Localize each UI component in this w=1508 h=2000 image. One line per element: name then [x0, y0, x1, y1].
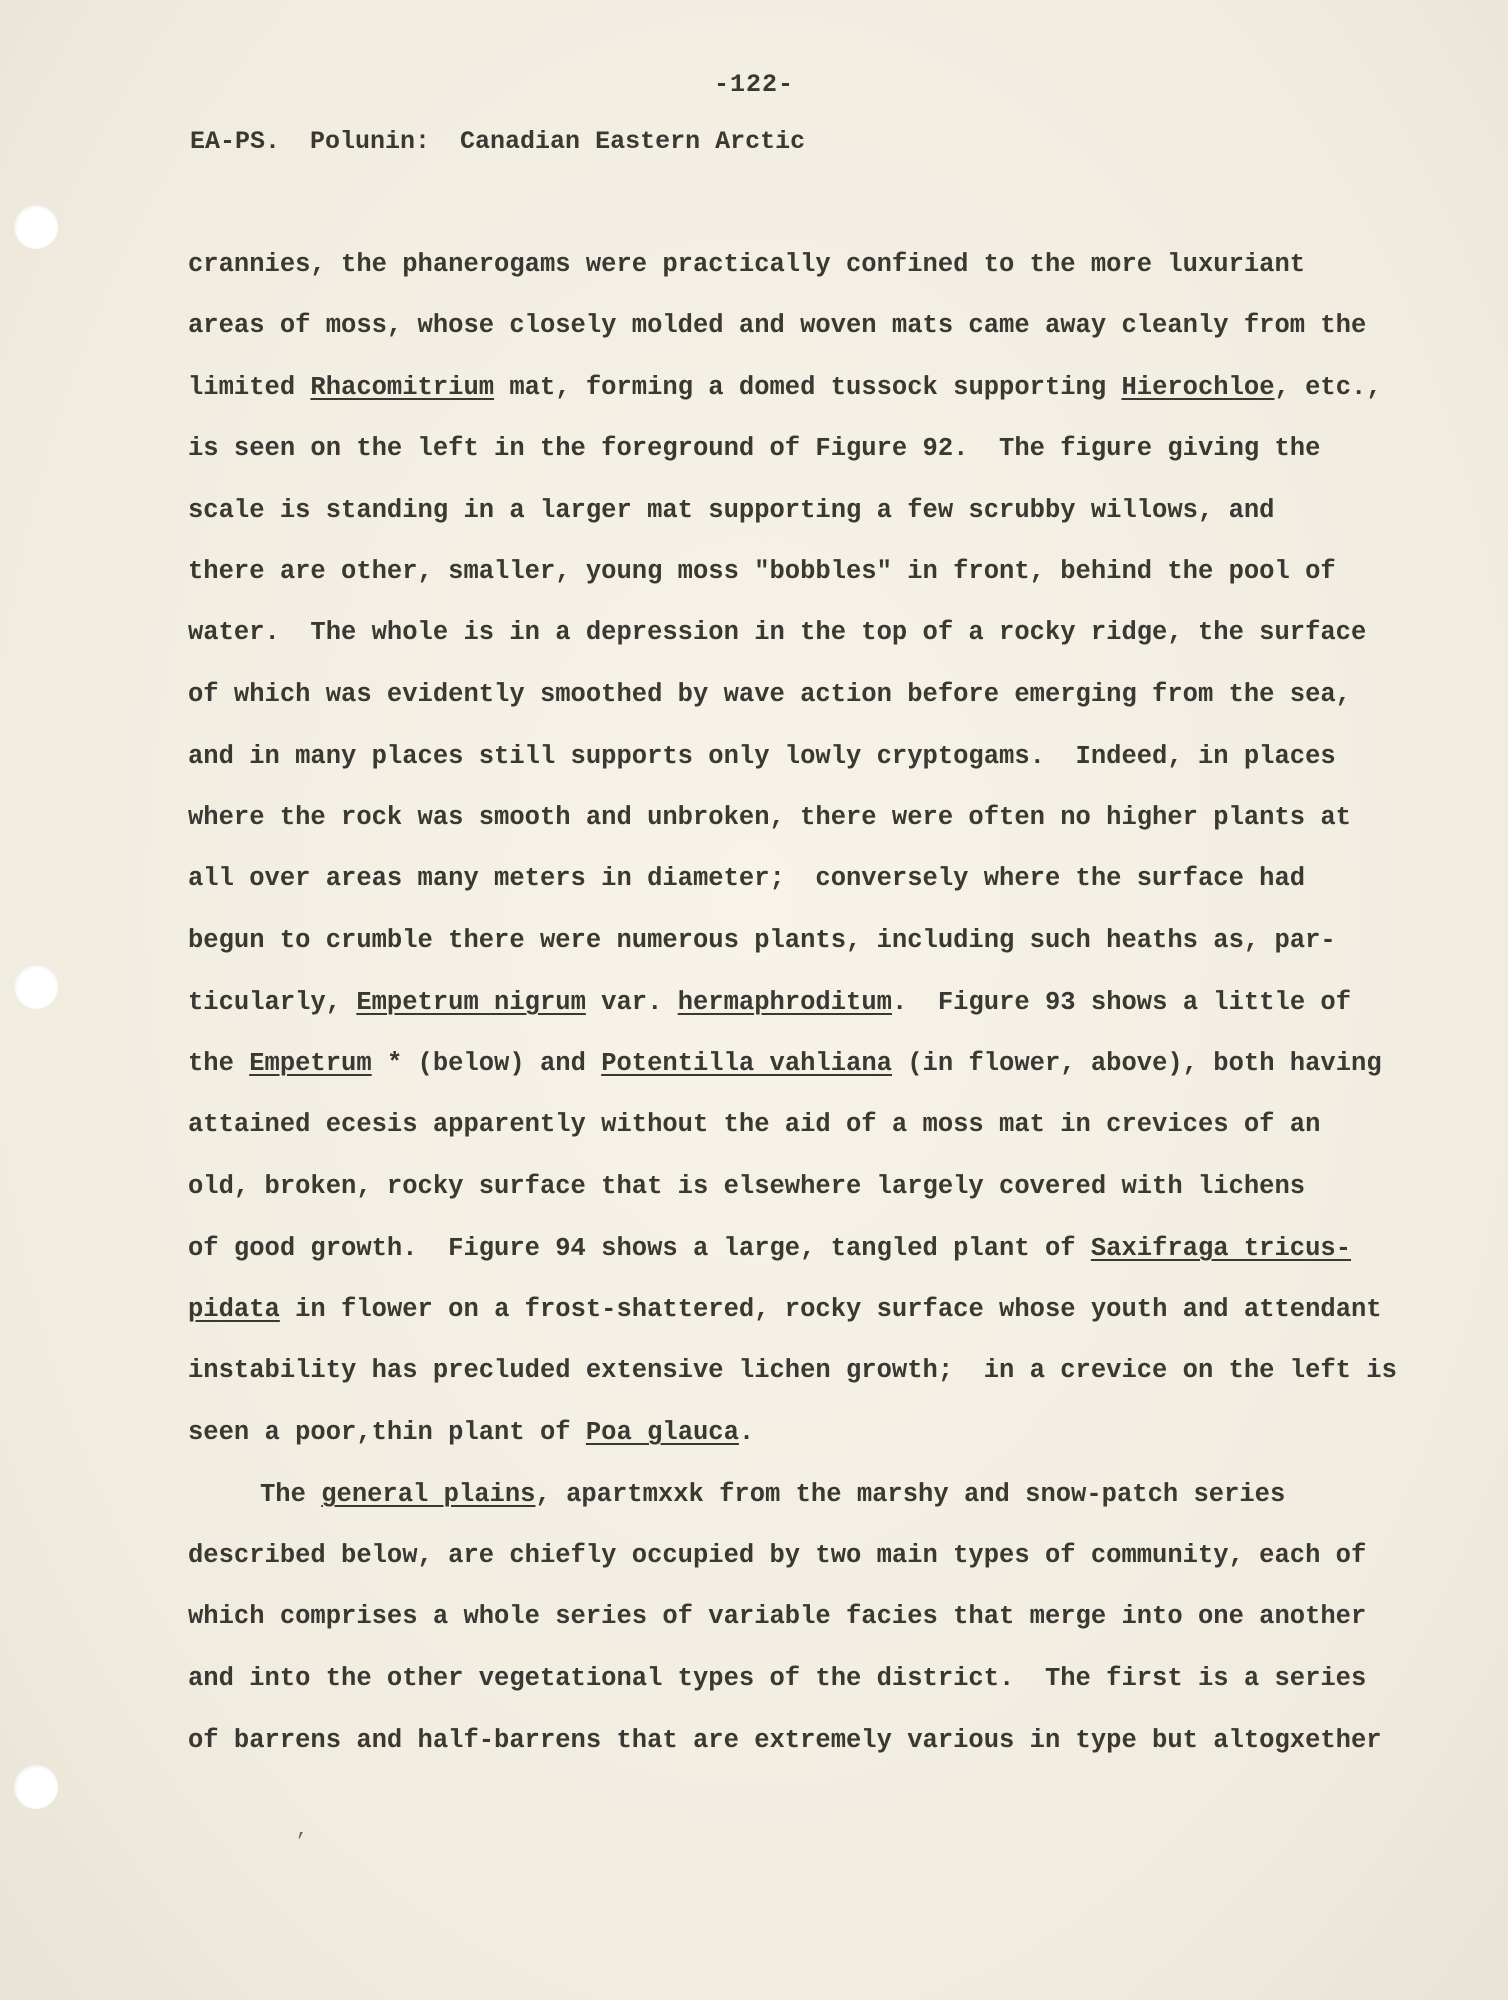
text-line: attained ecesis apparently without the aid of a moss mat in crevices of an: [188, 1110, 1321, 1139]
text-line: there are other, smaller, young moss "bobbles" in front, behind the pool of: [188, 557, 1336, 586]
page-number: -122-: [713, 70, 794, 99]
text-line: areas of moss, whose closely molded and woven mats came away cleanly from the: [188, 311, 1367, 340]
text-line: seen a poor,thin plant of Poa glauca.: [188, 1418, 755, 1447]
text-line: described below, are chiefly occupied by two main types of community, each of: [188, 1541, 1367, 1570]
text-line: scale is standing in a larger mat supporting a few scrubby willows, and: [188, 496, 1275, 525]
underlined-term: Poa glauca: [585, 1418, 739, 1447]
text-line: limited Rhacomitrium mat, forming a domed tussock supporting Hierochloe, etc.,: [188, 373, 1382, 402]
text-line: old, broken, rocky surface that is elsewhere largely covered with lichens: [188, 1172, 1306, 1201]
running-header: EA-PS. Polunin: Canadian Eastern Arctic: [190, 127, 806, 156]
text-line: all over areas many meters in diameter; conversely where the surface had: [188, 864, 1306, 893]
text-line: crannies, the phanerogams were practically confined to the more luxuriant: [188, 250, 1306, 279]
text-line: water. The whole is in a depression in the top of a rocky ridge, the surface: [188, 618, 1367, 647]
text-line: and into the other vegetational types of the district. The first is a series: [188, 1664, 1367, 1693]
punch-hole: [14, 965, 58, 1009]
text-line: instability has precluded extensive lichen growth; in a crevice on the left is: [188, 1356, 1397, 1385]
stray-mark: ,: [296, 1819, 309, 1842]
text-line: is seen on the left in the foreground of Figure 92. The figure giving the: [188, 434, 1321, 463]
text-line: begun to crumble there were numerous plants, including such heaths as, par-: [188, 926, 1336, 955]
text-line: of good growth. Figure 94 shows a large, tangled plant of Saxifraga tricus-: [188, 1234, 1352, 1263]
punch-hole: [14, 1765, 58, 1809]
underlined-term: general plains: [321, 1480, 536, 1509]
text-line: ticularly, Empetrum nigrum var. hermaphroditum. Figure 93 shows a little of: [188, 988, 1352, 1017]
text-line: of barrens and half-barrens that are extremely various in type but altogxether: [188, 1726, 1382, 1755]
underlined-term: Empetrum nigrum: [356, 988, 586, 1017]
text-line: the Empetrum * (below) and Potentilla vahliana (in flower, above), both having: [188, 1049, 1382, 1078]
text-line: of which was evidently smoothed by wave action before emerging from the sea,: [188, 680, 1351, 709]
underlined-term: Potentilla vahliana: [601, 1049, 892, 1078]
text-line: which comprises a whole series of variable facies that merge into one another: [188, 1602, 1367, 1631]
underlined-term: Empetrum: [249, 1049, 372, 1078]
underlined-term: Hierochloe: [1121, 373, 1275, 402]
text-line: The general plains, apartmxxk from the marshy and snow-patch series: [260, 1480, 1286, 1509]
text-line: where the rock was smooth and unbroken, there were often no higher plants at: [188, 803, 1351, 832]
text-line: pidata in flower on a frost-shattered, rocky surface whose youth and attendant: [188, 1295, 1382, 1324]
underlined-term: Rhacomitrium: [310, 373, 495, 402]
punch-hole: [14, 205, 58, 249]
underlined-term: Saxifraga tricus-: [1090, 1234, 1352, 1263]
underlined-term: pidata: [188, 1295, 280, 1324]
underlined-term: hermaphroditum: [677, 988, 892, 1017]
text-line: and in many places still supports only lowly cryptogams. Indeed, in places: [188, 742, 1336, 771]
